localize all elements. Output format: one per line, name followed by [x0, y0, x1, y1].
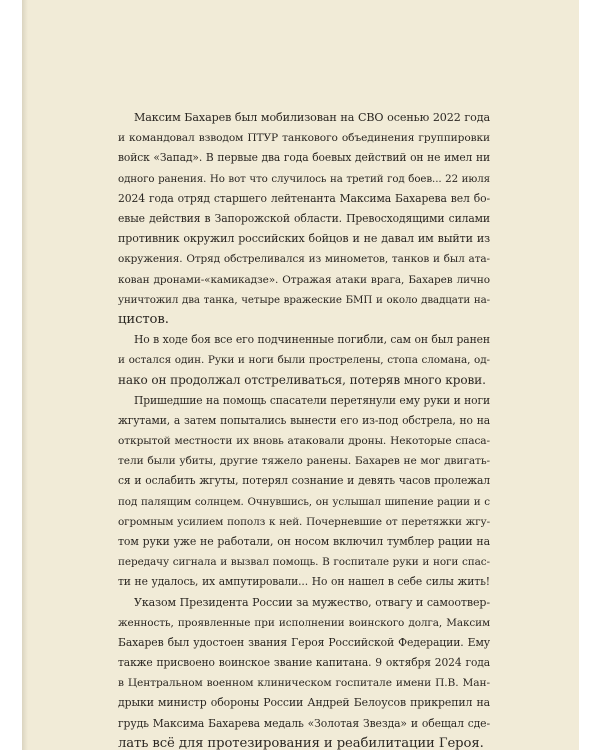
text-line: женность, проявленные при исполнении воинского долга, Максим	[118, 613, 490, 633]
text-line: ся и ослабить жгуты, потерял сознание и девять часов пролежал	[118, 471, 490, 491]
page-gutter-shadow	[22, 0, 28, 750]
text-line: том руки уже не работали, он носом включил тумблер рации на	[118, 532, 490, 552]
text-line: дрыки министр обороны России Андрей Белоусов прикрепил на	[118, 693, 490, 713]
text-line: тели были убиты, другие тяжело ранены. Бахарев не мог двигать-	[118, 451, 490, 471]
text-line: лать всё для протезирования и реабилитации Героя.	[118, 734, 490, 754]
text-line: и остался один. Руки и ноги были прострелены, стопа сломана, од-	[118, 350, 490, 370]
text-line: грудь Максима Бахарева медаль «Золотая Звезда» и обещал сде-	[118, 714, 490, 734]
paragraph-3	[118, 391, 490, 593]
text-line: ти не удалось, их ампутировали... Но он нашел в себе силы жить!	[118, 572, 490, 592]
text-line: Указом Президента России за мужество, отвагу и самоотвер-	[118, 593, 490, 613]
text-line: цистов.	[118, 310, 490, 330]
text-line: нако он продолжал отстреливаться, потеряв много крови.	[118, 370, 490, 390]
text-line: передачу сигнала и вызвал помощь. В госпитале руки и ноги спас-	[118, 552, 490, 572]
text-line: Пришедшие на помощь спасатели перетянули ему руки и ноги	[118, 391, 490, 411]
text-line: Максим Бахарев был мобилизован на СВО осенью 2022 года	[118, 108, 490, 128]
body-text	[118, 108, 490, 754]
text-line: и командовал взводом ПТУР танкового объединения группировки	[118, 128, 490, 148]
text-line: также присвоено воинское звание капитана. 9 октября 2024 года	[118, 653, 490, 673]
paragraph-4	[118, 593, 490, 754]
text-line: уничтожил два танка, четыре вражеские БМП и около двадцати на-	[118, 290, 490, 310]
text-line: евые действия в Запорожской области. Превосходящими силами	[118, 209, 490, 229]
text-line: огромным усилием пополз к ней. Почерневшие от перетяжки жгу-	[118, 512, 490, 532]
text-line: открытой местности их вновь атаковали дроны. Некоторые спаса-	[118, 431, 490, 451]
text-line: под палящим солнцем. Очнувшись, он услышал шипение рации и с	[118, 492, 490, 512]
text-line: 2024 года отряд старшего лейтенанта Максима Бахарева вел бо-	[118, 189, 490, 209]
text-line: войск «Запад». В первые два года боевых действий он не имел ни	[118, 148, 490, 168]
paragraph-1	[118, 108, 490, 330]
text-line: противник окружил российских бойцов и не давал им выйти из	[118, 229, 490, 249]
text-line: окружения. Отряд обстреливался из минометов, танков и был ата-	[118, 249, 490, 269]
text-line: одного ранения. Но вот что случилось на третий год боев... 22 июля	[118, 169, 490, 189]
text-line: жгутами, а затем попытались вынести его из-под обстрела, но на	[118, 411, 490, 431]
text-line: кован дронами-«камикадзе». Отражая атаки врага, Бахарев лично	[118, 270, 490, 290]
text-line: Но в ходе боя все его подчиненные погибли, сам он был ранен	[118, 330, 490, 350]
text-line: в Центральном военном клиническом госпитале имени П.В. Ман-	[118, 673, 490, 693]
text-line: Бахарев был удостоен звания Героя Российской Федерации. Ему	[118, 633, 490, 653]
paragraph-2	[118, 330, 490, 391]
